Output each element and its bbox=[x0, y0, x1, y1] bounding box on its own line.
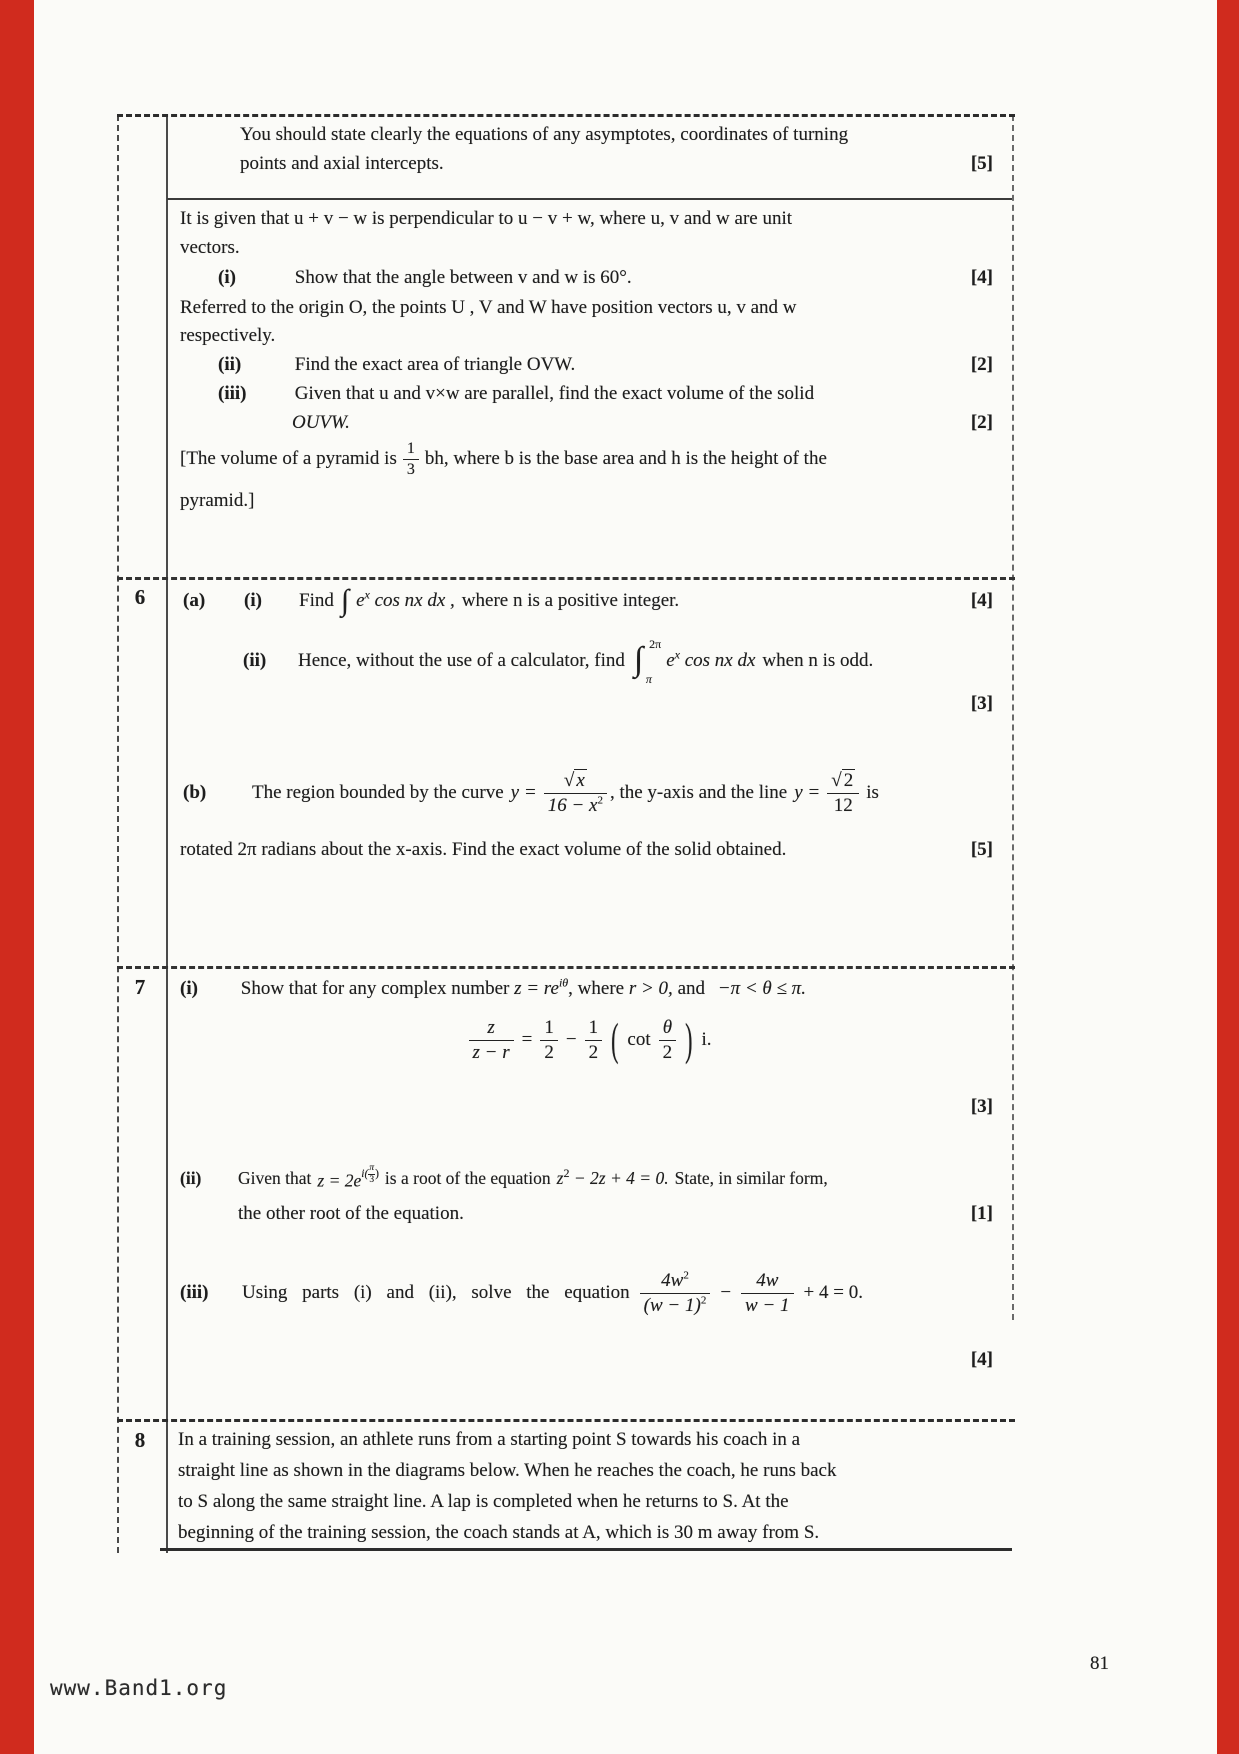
q7-i-and: and bbox=[677, 978, 705, 999]
z-equals-re: z = re bbox=[514, 978, 559, 999]
q5-part-iii-line1 bbox=[218, 382, 995, 406]
q6-b-text2: rotated 2π radians about the x-axis. Find the exact volume of the solid obtained. bbox=[180, 839, 787, 860]
den-exponent: 2 bbox=[597, 794, 603, 807]
q6-a-ii-pre: Hence, without the use of a calculator, find bbox=[298, 650, 625, 671]
z-squared: 2 bbox=[563, 1166, 570, 1181]
num-base: 4w bbox=[661, 1270, 684, 1292]
exponent-x: x bbox=[674, 647, 680, 662]
q5-pyramid-pre: [The volume of a pyramid is bbox=[180, 448, 397, 469]
q6-b-post: is bbox=[866, 782, 879, 803]
q7-ii-quadratic bbox=[557, 1166, 669, 1190]
q5-note-line2 bbox=[240, 152, 995, 176]
fraction-numerator bbox=[640, 1270, 711, 1293]
tiny-den: 3 bbox=[369, 1174, 375, 1185]
fraction-denominator: z − r bbox=[472, 1041, 510, 1063]
q8-line2 bbox=[178, 1459, 995, 1483]
q5-ref-line2 bbox=[180, 324, 995, 348]
fraction-denominator bbox=[544, 794, 607, 816]
watermark bbox=[50, 1676, 450, 1700]
exponent-x: x bbox=[364, 587, 370, 602]
page-number bbox=[1090, 1652, 1135, 1676]
z-base: z bbox=[556, 1168, 564, 1188]
q7-part-i bbox=[180, 977, 995, 1001]
q6-number: 6 bbox=[134, 585, 146, 609]
4w-over-w-minus-1 bbox=[741, 1270, 794, 1316]
q5-given-line1 bbox=[180, 207, 995, 231]
q5-pyramid-note-line1 bbox=[180, 436, 995, 482]
q5-given-line2 bbox=[180, 236, 995, 260]
cot-function: cot bbox=[627, 1029, 651, 1050]
q7-ii-mid: is a root of the equation bbox=[384, 1168, 551, 1188]
q6-a-label: (a) bbox=[183, 590, 206, 611]
q8-text1: In a training session, an athlete runs from a starting point S towards his coach in a bbox=[178, 1429, 801, 1450]
rule-above-q7 bbox=[117, 966, 1015, 969]
q8-text4: beginning of the training session, the coach stands at A, which is 30 m away from S. bbox=[178, 1522, 820, 1543]
q5-part-i bbox=[218, 266, 995, 290]
q8-text2: straight line as shown in the diagrams below. When he reaches the coach, he runs back bbox=[178, 1460, 837, 1481]
q7-i-theta-range: −π < θ ≤ π. bbox=[717, 978, 806, 999]
q5-part-ii-marks: [2] bbox=[970, 354, 993, 375]
fraction-denominator: 2 bbox=[662, 1041, 673, 1063]
fraction-numerator: z bbox=[469, 1017, 514, 1040]
integral-lower-limit: π bbox=[645, 671, 652, 686]
q6-part-a-i: (a) (i) Find ∫ $e^x$ cos nx dx , where n is a positive integer. [4] bbox=[183, 584, 993, 617]
q5-note-marks: [5] bbox=[970, 153, 993, 174]
watermark-text: www.Band1.org bbox=[50, 1676, 228, 1700]
q7-i-r-condition: r > 0, bbox=[628, 978, 673, 999]
fraction-denominator: 12 bbox=[833, 794, 853, 816]
rule-top bbox=[117, 114, 1015, 117]
q7-part-ii-line2 bbox=[238, 1202, 995, 1226]
fraction-denominator bbox=[640, 1294, 711, 1316]
q5-part-i-text: Show that the angle between v and w is 60°. bbox=[294, 267, 632, 288]
q6-part-b-line2 bbox=[180, 838, 995, 862]
q5-pyramid-note-line2 bbox=[180, 489, 995, 513]
exp-open: i( bbox=[361, 1167, 369, 1180]
one-half-fraction-2 bbox=[585, 1017, 603, 1063]
q7-part-iii bbox=[180, 1262, 995, 1324]
q5-part-iii-line2 bbox=[292, 411, 995, 435]
q6-a-i-label: (i) bbox=[244, 590, 262, 611]
q7-ii-label: (ii) bbox=[180, 1168, 202, 1188]
euler-e: e bbox=[666, 650, 675, 671]
imaginary-i: i. bbox=[701, 1029, 712, 1050]
q7-ii-state: State, in similar form, bbox=[674, 1168, 828, 1188]
q8-line1 bbox=[178, 1428, 995, 1452]
q7-iii-label: (iii) bbox=[180, 1282, 209, 1303]
q5-note-line1 bbox=[240, 123, 995, 147]
q6-b-y-equals-2: y = bbox=[794, 782, 821, 803]
integrand: cos nx dx bbox=[684, 650, 756, 671]
theta-over-2 bbox=[659, 1017, 677, 1063]
fraction-numerator: 4w bbox=[741, 1270, 794, 1293]
q8-text3: to S along the same straight line. A lap is completed when he returns to S. At the bbox=[178, 1491, 789, 1512]
q6-b-y-equals-1: y = bbox=[510, 782, 537, 803]
q5-part-iii-text2: OUVW. bbox=[292, 412, 350, 433]
q5-ref-text2: respectively. bbox=[180, 325, 276, 346]
q5-part-iii-label: (iii) bbox=[218, 383, 247, 404]
q7-i-z-expr bbox=[514, 975, 625, 999]
fraction-numerator: θ bbox=[659, 1017, 677, 1040]
q7-displayed-equation bbox=[168, 1005, 1012, 1075]
quadratic-rest: − 2z + 4 = 0. bbox=[573, 1168, 669, 1188]
q6-a-i-expression bbox=[356, 589, 455, 613]
left-paren: ( bbox=[611, 1013, 619, 1065]
q5-part-ii-text: Find the exact area of triangle OVW. bbox=[294, 354, 576, 375]
sqrt-sign: √ bbox=[563, 770, 575, 792]
q5-note-text1: You should state clearly the equations of any asymptotes, coordinates of turning bbox=[240, 124, 849, 145]
question-column-divider bbox=[166, 115, 168, 1553]
q6-a-ii-label: (ii) bbox=[243, 650, 267, 671]
z-equals-2e: z = 2e bbox=[317, 1170, 362, 1191]
q6-a-i-tail: where n is a positive integer. bbox=[461, 590, 680, 611]
q7-iii-marks: [4] bbox=[970, 1349, 993, 1370]
q5-part-iii-text: Given that u and v×w are parallel, find the exact volume of the solid bbox=[294, 383, 815, 404]
radicand-x: x bbox=[576, 770, 585, 792]
den-base: 16 − x bbox=[547, 794, 598, 816]
q6-a-ii-marks: [3] bbox=[970, 693, 993, 714]
q5-ref-line1 bbox=[180, 296, 995, 320]
integral-with-limits bbox=[632, 636, 663, 686]
line-fraction bbox=[827, 770, 859, 816]
fraction-numerator bbox=[827, 770, 859, 793]
q5-part-iii-marks: [2] bbox=[970, 412, 993, 433]
euler-e: e bbox=[356, 590, 365, 611]
q5-note-text2: points and axial intercepts. bbox=[240, 153, 444, 174]
fraction-denominator: 3 bbox=[406, 460, 415, 478]
q5-pyramid-end: pyramid.] bbox=[180, 490, 255, 511]
q8-line3 bbox=[178, 1490, 995, 1514]
exp-close: ) bbox=[375, 1167, 379, 1180]
q5-part-ii-label: (ii) bbox=[218, 354, 242, 375]
q7-ii-text2: the other root of the equation. bbox=[238, 1203, 464, 1224]
q8-line4 bbox=[178, 1521, 995, 1545]
q6-a-ii-tail: when n is odd. bbox=[762, 650, 874, 671]
q7-iii-pre: Using parts (i) and (ii), solve the equation bbox=[242, 1282, 630, 1303]
q6-b-marks: [5] bbox=[970, 839, 993, 860]
q7-i-mid: , where bbox=[568, 978, 625, 999]
tiny-num: π bbox=[369, 1163, 375, 1174]
q7-iii-tail: + 4 = 0. bbox=[803, 1282, 863, 1303]
one-third-fraction bbox=[403, 440, 419, 479]
q6-a-i-find: Find bbox=[299, 590, 334, 611]
integrand: cos nx dx , bbox=[374, 590, 455, 611]
q6-a-ii-expression bbox=[666, 649, 755, 673]
q7-i-marks: [3] bbox=[970, 1096, 993, 1117]
fraction-numerator: 1 bbox=[540, 1017, 558, 1040]
q5-part-i-marks: [4] bbox=[970, 267, 993, 288]
4w2-over-w-minus-1-squared bbox=[640, 1270, 711, 1316]
right-paren: ) bbox=[685, 1013, 693, 1065]
integral-upper-limit: 2π bbox=[649, 636, 662, 651]
q5-part-i-label: (i) bbox=[218, 267, 236, 288]
minus-sign: − bbox=[720, 1282, 732, 1303]
sqrt-sign: √ bbox=[831, 770, 842, 792]
q5-pyramid-post: bh, where b is the base area and h is the height of the bbox=[424, 448, 827, 469]
fraction-numerator: 1 bbox=[403, 440, 419, 460]
q5-ref-text1: Referred to the origin O, the points U , V and W have position vectors u, v and w bbox=[180, 297, 797, 318]
exponent-i-pi-over-3 bbox=[361, 1163, 379, 1185]
num-exponent: 2 bbox=[683, 1269, 689, 1282]
fraction-denominator: 2 bbox=[544, 1041, 554, 1063]
exponent-itheta: iθ bbox=[558, 975, 569, 990]
q7-number: 7 bbox=[134, 975, 146, 999]
q6-b-label: (b) bbox=[183, 782, 207, 803]
radicand-2: 2 bbox=[843, 770, 854, 792]
z-over-z-minus-r bbox=[469, 1017, 514, 1063]
scan-red-band-left bbox=[0, 0, 34, 1754]
one-half-fraction-1 bbox=[540, 1017, 558, 1063]
table-right-border bbox=[1012, 115, 1014, 1320]
q7-i-pre: Show that for any complex number bbox=[240, 978, 510, 999]
fraction-denominator: w − 1 bbox=[745, 1294, 790, 1316]
q7-ii-root-expr bbox=[317, 1163, 379, 1193]
q6-b-mid: , the y-axis and the line bbox=[609, 782, 788, 803]
scan-red-band-right bbox=[1217, 0, 1239, 1754]
equals-sign: = bbox=[521, 1029, 533, 1050]
table-left-border bbox=[117, 115, 119, 1553]
rule-bottom bbox=[160, 1548, 1012, 1551]
q8-number: 8 bbox=[134, 1428, 146, 1452]
curve-fraction bbox=[544, 770, 607, 816]
q6-part-a-ii bbox=[243, 636, 995, 686]
fraction-numerator bbox=[544, 770, 607, 793]
q7-part-ii-line1 bbox=[180, 1155, 995, 1201]
fraction-numerator: 1 bbox=[585, 1017, 603, 1040]
q5-given-text1: It is given that u + v − w is perpendicular to u − v + w, where u, v and w are unit bbox=[180, 208, 793, 229]
q6-b-pre: The region bounded by the curve bbox=[252, 782, 504, 803]
den-exponent: 2 bbox=[700, 1294, 707, 1307]
q7-ii-pre: Given that bbox=[238, 1168, 312, 1188]
rule-under-note bbox=[167, 198, 1012, 200]
q7-i-label: (i) bbox=[180, 978, 198, 999]
q6-part-b-line1 bbox=[183, 762, 995, 824]
minus-sign: − bbox=[565, 1029, 577, 1050]
den-base: (w − 1) bbox=[643, 1294, 701, 1316]
q5-given-text2: vectors. bbox=[180, 237, 240, 258]
page-number-text: 81 bbox=[1090, 1653, 1109, 1674]
rule-above-q8 bbox=[117, 1419, 1015, 1422]
fraction-denominator: 2 bbox=[588, 1041, 599, 1063]
q7-ii-marks: [1] bbox=[970, 1203, 993, 1224]
q5-part-ii bbox=[218, 353, 995, 377]
q6-a-i-marks: [4] bbox=[970, 590, 993, 611]
integral-sign: ∫ bbox=[633, 640, 644, 678]
